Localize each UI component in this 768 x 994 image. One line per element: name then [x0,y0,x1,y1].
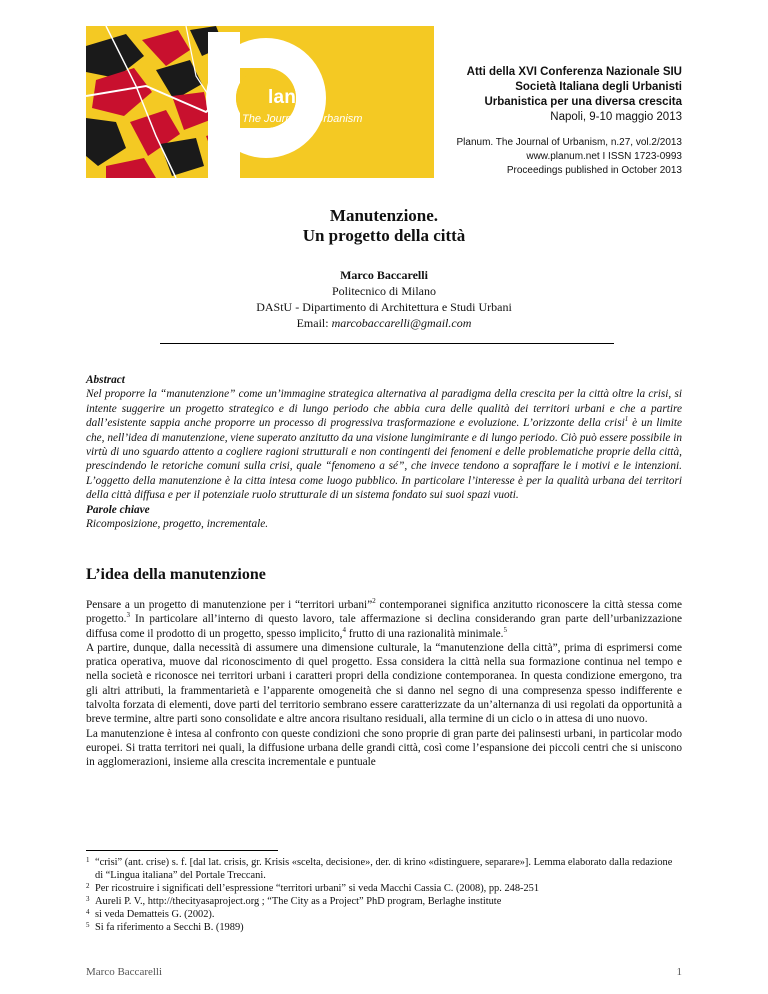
footnote-ref: 1 [624,415,629,424]
title-divider [160,343,614,344]
footnotes [86,856,682,934]
conference-place-date: Napoli, 9-10 maggio 2013 [550,111,682,123]
abstract-text: Nel proporre la “manutenzione” come un’immagine strategica alternativa al paradigma della crescita per la città oltre la crisi, si intente suggerire un progetto strategico e di lungo periodo che abbia cura delle qualità dei territori urbani e che a partire dall’esistente sappia anche proporre un processo di progressiva trasformazione e evoluzione. L’orizzonte della crisi$^1$ è un limite che, nell’idea di manutenzione, viene superato anzitutto da una visione lungimirante e di lungo periodo. Ciò può essere possibile in virtù di uno sguardo attento a cogliere ragioni strutturali e non contingenti dei fenomeni e delle problematiche proprie della città, prescindendo le retoriche comuni sulla crisi, quale “fenomeno a sé”, che invece tendono a sopraffare le i motivi e le intenzioni. L’oggetto della manutenzione è la citta intesa come luogo pubblico. In particolare l’interesse è per la qualità urbana dei territori della città diffusa e per il potenziale ruolo strutturale di un sistema fondato sui suoi spazi vuoti. [86,388,682,502]
footnote: 2 Per ricostruire i significati dell’espressione “territori urbani” si veda Macchi Cassia C. (2008), pp. 248-251 [86,882,540,894]
abstract-block [86,373,682,531]
keywords-heading: Parole chiave [86,503,150,516]
body-paragraph: A partire, dunque, dalla necessità di assumere una dimensione culturale, la “manutenzione della città”, prima di esprimersi come pratica operativa, muove dal riconoscimento di quel progetto. Essa considera la città nella sua formazione continua nel tempo e nella società e riconosce nei territori urbani i caratteri propri della condizione contemporanea. In questa condizione emergono, tra gli altri attributi, la frammentarietà e l’apparente omogeneità che si danno nel segno di una compresenza spesso indifferente e talvolta forzata di elementi, dove parti del territorio sembrano essere caratterizzate da un’alternanza di usi regolati da opportunità a breve termine, altre parti sono consolidate e altre ancora risultano residuali, alla termine di un ciclo o in attesa di uno nuovo. [86,641,682,726]
conference-title: Atti della XVI Conferenza Nazionale SIU [466,66,682,78]
footnote: 3 Aureli P. V., http://thecityasaproject.org ; “The City as a Project” PhD program, Berlaghe institute [86,895,502,907]
paper-author: Marco Baccarelli [340,268,428,282]
planum-wordmark: lanum [268,87,325,108]
body-paragraph: Pensare a un progetto di manutenzione per i “territori urbani”$^2$ contemporanei significa anzitutto riconoscere la città stessa come progetto.$^3$ In particolare all’interno di questo lavoro, tale affermazione si declina considerando gran parte dell’urbanizzazione diffusa come il prodotto di un progetto, spesso implicito,$^4$ frutto di una razionalità minimale.$^5$ [86,597,682,640]
page-number: 1 [676,966,682,978]
journal-proceedings: Proceedings published in October 2013 [506,165,682,176]
footnote-ref: 2 [372,597,376,606]
affiliation-department: DAStU - Dipartimento di Architettura e Studi Urbani [256,300,512,314]
author-email: marcobaccarelli@gmail.com [331,316,472,330]
section-body [86,598,682,770]
section-heading: L’idea della manutenzione [86,566,266,583]
footnote-ref: 4 [342,625,346,634]
conference-theme: Urbanistica per una diversa crescita [484,96,682,108]
affiliation-university: Politecnico di Milano [332,284,436,298]
author-email-line [0,316,768,331]
abstract-heading: Abstract [86,374,125,386]
footer-author: Marco Baccarelli [86,966,163,978]
footnote-ref: 3 [126,611,130,620]
footnote: 1 “crisi” (ant. crise) s. f. [dal lat. crisis, gr. Krisis «scelta, decisione», der. di krino «distinguere, separare»]. Lemma elaborato dalla redazione di “Lingua italiana” del Portale Treccani. [86,856,673,881]
journal-issue: Planum. The Journal of Urbanism, n.27, vol.2/2013 [456,137,682,148]
footnote-divider [86,850,278,851]
keywords-text: Ricomposizione, progetto, incrementale. [86,518,269,531]
planum-subtitle: The Journal of Urbanism [242,113,363,125]
journal-issn: www.planum.net I ISSN 1723-0993 [526,151,682,162]
email-label: Email: [296,316,332,330]
footnote: 4 si veda Dematteis G. (2002). [86,908,215,920]
urban-map-graphic [86,26,434,178]
footnote-ref: 5 [503,625,507,634]
conference-society: Società Italiana degli Urbanisti [515,81,682,93]
paper-title-line-1: Manutenzione. [329,206,439,225]
body-paragraph: La manutenzione è intesa al confronto con queste condizioni che sono proprie di gran parte dei palinsesti urbani, in particolar modo europei. Si tratta territori nei quali, la diffusione urbana delle grandi città, così come l’espansione dei piccoli centri che si uniscono in agglomerazioni, insieme alla crescita incrementale e puntuale [86,727,682,769]
planum-banner [86,26,434,178]
footnote: 5 Si fa riferimento a Secchi B. (1989) [86,921,244,933]
paper-title-line-2: Un progetto della città [302,226,466,245]
